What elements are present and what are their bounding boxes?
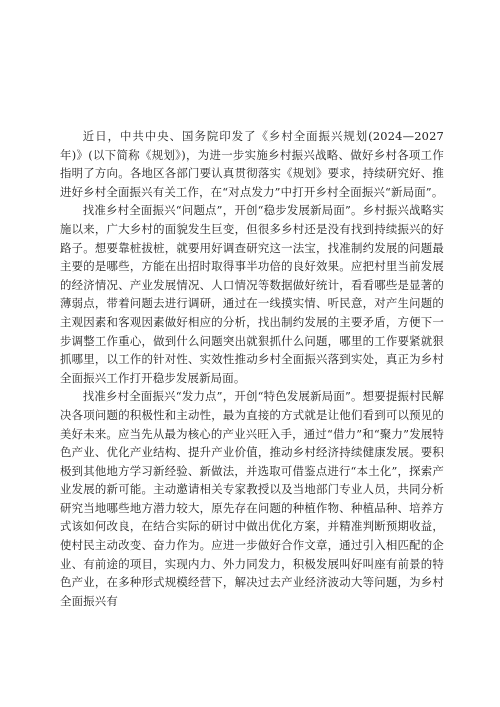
paragraph-force-point: 找准乡村全面振兴“发力点”，开创“特色发展新局面”。想要提振村民解决各项问题的积极性和主动性，最为直接的方式就是让他们看到可以预见的美好未来。应当先从最为核心的产业兴旺入手，通过“借力”和“聚力”发展特色产业、优化产业结构、提升产业价值，推动乡村经济持续健康发展。要积极到其他地方学习新经验、新做法，并选取可借鉴点进行“本土化”，探索产业发展的新可能。主动邀请相关专家教授以及当地部门专业人员，共同分析研究当地哪些地方潜力较大，原先存在问题的种植作物、种植品种、培养方式该如何改良，在结合实际的研讨中做出优化方案，并精准判断预期收益，使村民主动改变、奋力作为。应进一步做好合作文章，通过引入相匹配的企业、有前途的项目，实现内力、外力同发力，积极发展叫好叫座有前景的特色产业，在多种形式规模经营下，解决过去产业经济波动大等问题，为乡村全面振兴有 <box>60 389 444 608</box>
article-body <box>60 127 444 610</box>
paragraph-problem-point: 找准乡村全面振兴“问题点”，开创“稳步发展新局面”。乡村振兴战略实施以来，广大乡村的面貌发生巨变，但很多乡村还是没有找到持续振兴的好路子。想要靠桩拔桩，就要用好调查研究这一法宝，找准制约发展的问题最主要的是哪些，方能在出招时取得事半功倍的良好效果。应把村里当前发展的经济情况、产业发展情况、人口情况等数据做好统计，看看哪些是显著的薄弱点，带着问题去进行调研，通过在一线摸实情、听民意，对产生问题的主观因素和客观因素做好相应的分析，找出制约发展的主要矛盾，方便下一步调整工作重心，做到什么问题突出就狠抓什么问题，哪里的工作要紧就狠抓哪里，以工作的针对性、实效性推动乡村全面振兴落到实处，真正为乡村全面振兴工作打开稳步发展新局面。 <box>60 203 444 385</box>
paragraph-intro: 近日，中共中央、国务院印发了《乡村全面振兴规划(2024—2027年)》(以下简称《规划》)，为进一步实施乡村振兴战略、做好乡村各项工作指明了方向。各地区各部门要认真贯彻落实《规划》要求，持续研究好、推进好乡村全面振兴有关工作，在“对点发力”中打开乡村全面振兴“新局面”。 <box>60 129 444 199</box>
